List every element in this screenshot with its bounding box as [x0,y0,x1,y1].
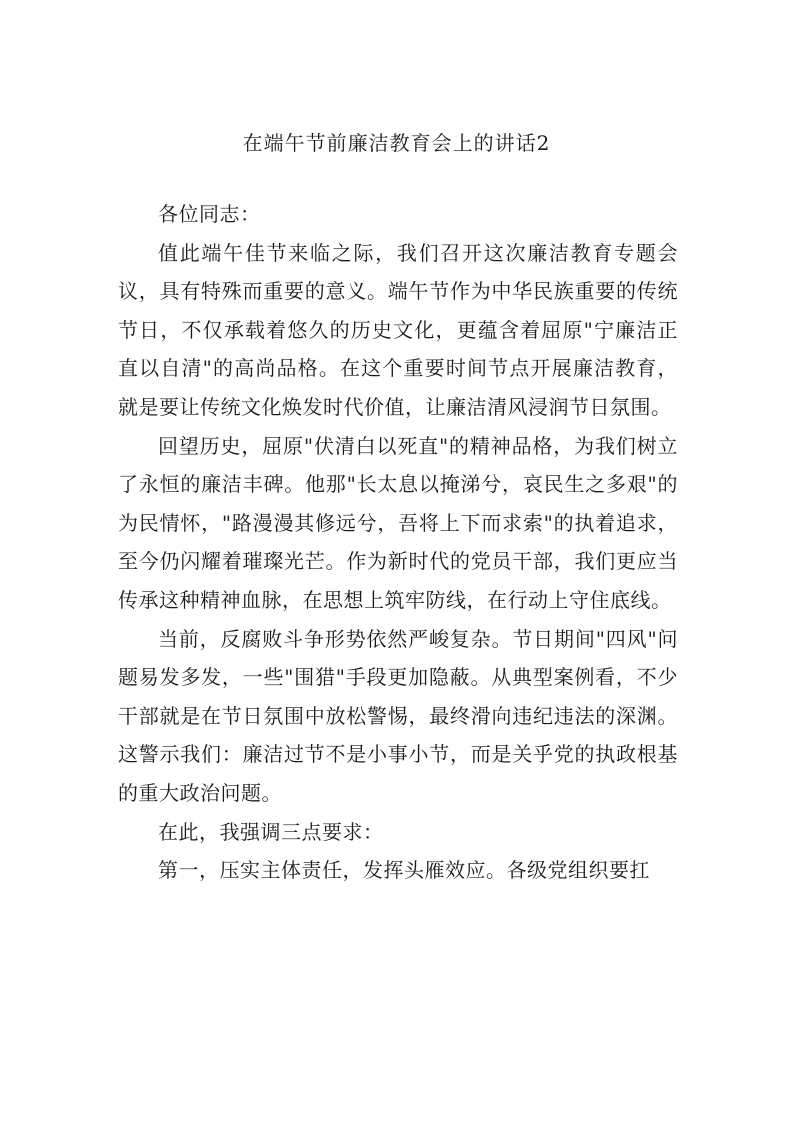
paragraph-situation: 当前，反腐败斗争形势依然严峻复杂。节日期间"四风"问题易发多发，一些"围猎"手段更加隐蔽。从典型案例看，不少干部就是在节日氛围中放松警惕，最终滑向违纪违法的深渊。这警示我们：廉洁过节不是小事小节，而是关乎党的执政根基的重大政治问题。 [118,626,678,805]
paragraph-intro: 值此端午佳节来临之际，我们召开这次廉洁教育专题会议，具有特殊而重要的意义。端午节作为中华民族重要的传统节日，不仅承载着悠久的历史文化，更蕴含着屈原"宁廉洁正直以自清"的高尚品格。在这个重要时间节点开展廉洁教育，就是要让传统文化焕发时代价值，让廉洁清风浸润节日氛围。 [118,240,678,419]
paragraph-history: 回望历史，屈原"伏清白以死直"的精神品格，为我们树立了永恒的廉洁丰碑。他那"长太息以掩涕兮，哀民生之多艰"的为民情怀，"路漫漫其修远兮，吾将上下而求索"的执着追求，至今仍闪耀着璀璨光芒。作为新时代的党员干部，我们更应当传承这种精神血脉，在思想上筑牢防线，在行动上守住底线。 [118,433,678,612]
paragraph-salutation: 各位同志： [158,202,261,226]
document-title: 在端午节前廉洁教育会上的讲话2 [242,131,551,155]
paragraph-requirements-intro: 在此，我强调三点要求： [158,819,384,844]
paragraph-first-requirement: 第一，压实主体责任，发挥头雁效应。各级党组织要扛 [158,858,650,883]
document-body [118,195,678,890]
